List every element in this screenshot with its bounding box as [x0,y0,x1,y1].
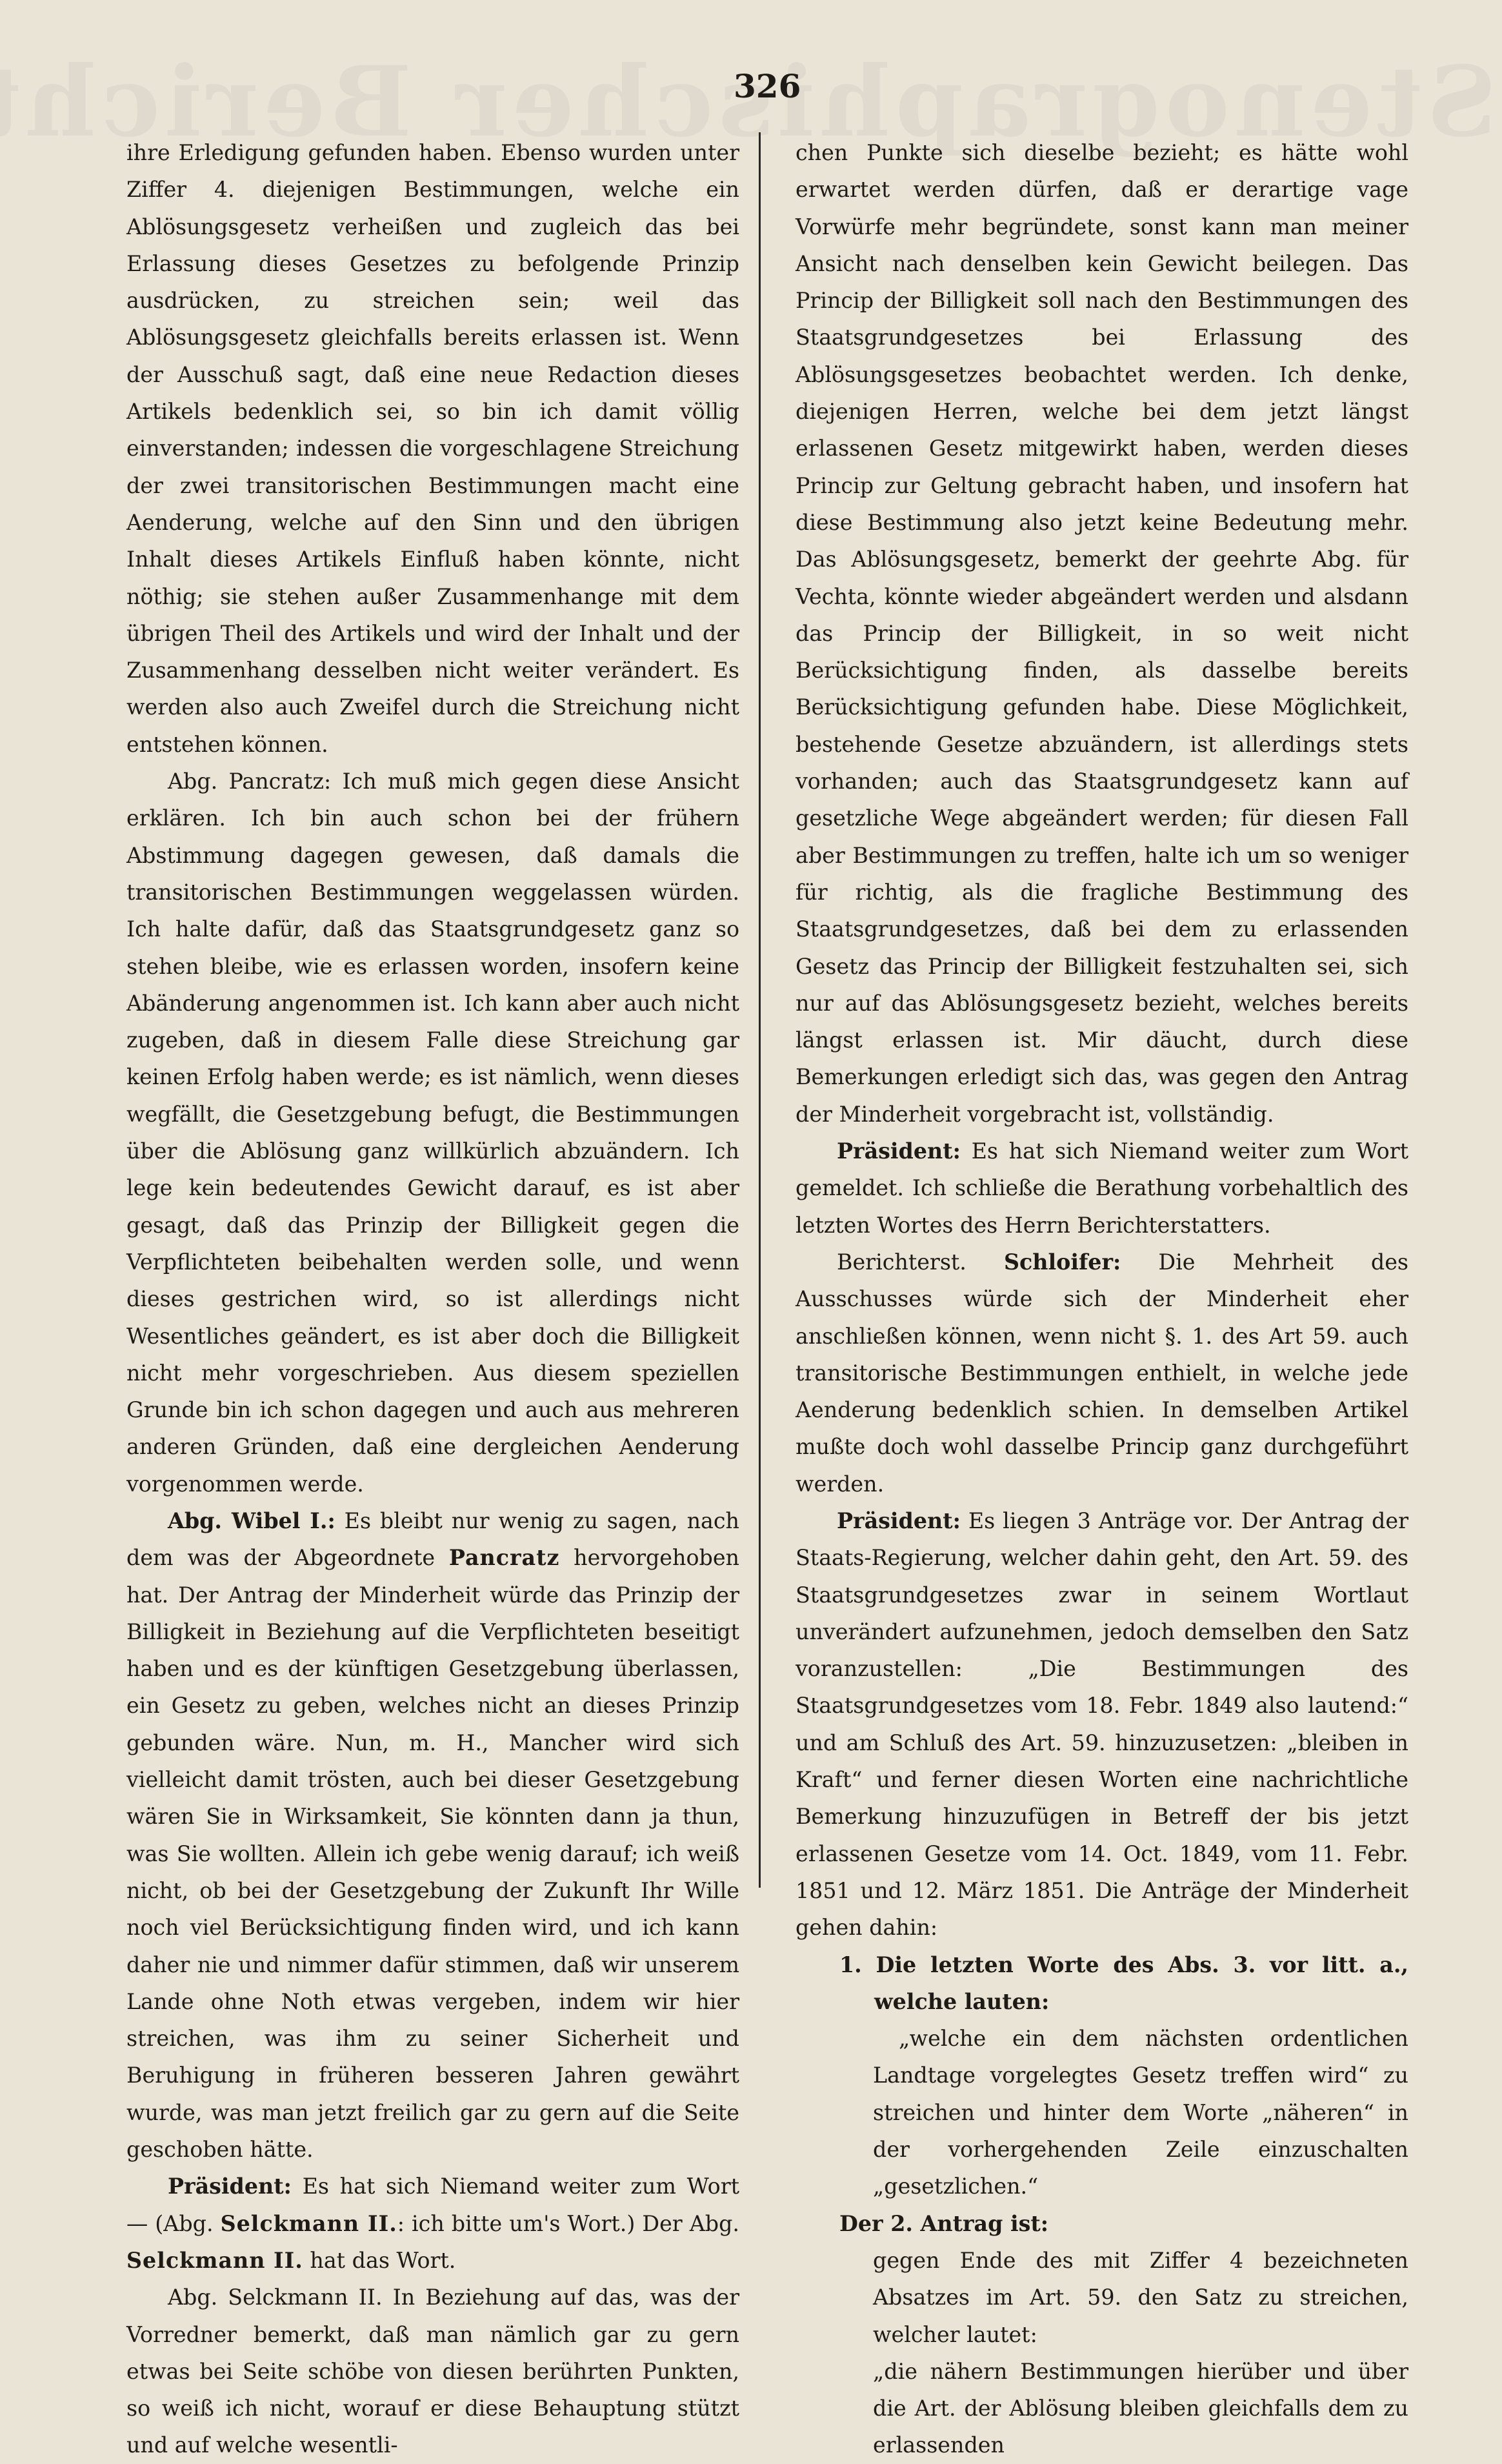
speech-wibel [126,1502,739,2168]
speech-text: Es bleibt nur wenig zu sagen, nach dem was der Abgeordnete [126,1508,739,1571]
speech-text: Es hat sich Niemand weiter zum Wort gemeldet. Ich schließe die Berathung vorbehaltlich des letzten Wortes des Herrn Berichterstatters. [796,1138,1408,1238]
speech-selckmann [126,2279,739,2463]
speech-president [126,2168,739,2279]
speech-text: : ich bitte um's Wort.) Der Abg. [397,2210,739,2236]
speaker-name-reference: Selckmann II. [220,2210,397,2236]
page-number: 326 [734,67,801,105]
speaker-label: Schloifer: [1003,1249,1121,1275]
speech-text: hat das Wort. [310,2247,456,2273]
speech-text: In Beziehung auf das, was der Vorredner bemerkt, daß man nämlich gar zu gern etwas bei Seite schöbe von diesen berührten Punkten, so weiß ich nicht, worauf er diese Behauptung stützt und auf welche wesentli- [126,2285,739,2458]
motion-item-1: 1. Die letzten Worte des Abs. 3. vor litt. a., welche lauten: [839,1952,1408,2014]
motion-item-2-text: gegen Ende des mit Ziffer 4 bezeichneten Absatzes im Art. 59. den Satz zu streichen, welcher lautet: [873,2247,1408,2347]
speech-pancratz [126,763,739,1502]
speech-text: Ich muß mich gegen diese Ansicht erklären. Ich bin auch schon bei der frühern Abstimmung dagegen gewesen, daß damals die transitorischen Bestimmungen weggelassen würden. Ich halte dafür, daß das Staatsgrundgesetz ganz so stehen bleibe, wie es erlassen worden, insofern keine Abänderung angenommen ist. Ich kann aber auch nicht zugeben, daß in diesem Falle diese Streichung gar keinen Erfolg haben werde; es ist nämlich, wenn dieses wegfällt, die Gesetzgebung befugt, die Bestimmungen über die Ablösung ganz willkürlich abzuändern. Ich lege kein bedeutendes Gewicht darauf, es ist aber gesagt, daß das Prinzip der Billigkeit gegen die Verpflichteten beibehalten werden solle, und wenn dieses gestrichen wird, so ist allerdings nicht Wesentliches geändert, es ist aber doch die Billigkeit nicht mehr vorgeschrieben. Aus diesem speziellen Grunde bin ich schon dagegen und auch aus mehreren anderen Gründen, daß eine dergleichen Aenderung vorgenommen werde. [126,769,740,1497]
speech-text: Es hat sich Niemand weiter zum Wort — (Abg. [126,2174,739,2236]
speech-text: Die Mehrheit des Ausschusses würde sich der Minderheit eher anschließen können, wenn nicht §. 1. des Art 59. auch transitorische Bestimmungen enthielt, in welche jede Aenderung bedenklich schien. In demselben Artikel mußte doch wohl dasselbe Princip ganz durchgeführt werden. [796,1249,1409,1497]
speaker-label: Abg. Wibel I.: [168,1508,335,1533]
speaker-label: Präsident: [837,1508,961,1533]
speaker-name-reference: Selckmann II. [126,2247,303,2273]
column-divider [759,132,761,1888]
motion-quote-2: „die nähern Bestimmungen hierüber und über die Art. der Ablösung bleiben gleichfalls dem zu erlassenden [873,2358,1408,2458]
speaker-title: Berichterst. [837,1249,966,1275]
paragraph [796,134,1408,1133]
speech-rapporteur [796,1244,1408,1502]
speaker-label: Abg. Pancratz: [168,769,332,794]
left-column [126,134,739,2464]
motion-item-2-label: Der 2. Antrag ist: [839,2210,1049,2236]
speech-president [796,1502,1408,1946]
speech-president [796,1133,1408,1244]
paragraph-text: chen Punkte sich dieselbe bezieht; es hätte wohl erwartet werden dürfen, daß er derartige vage Vorwürfe mehr begründete, sonst kann man meiner Ansicht nach denselben kein Gewicht beilegen. Das Princip der Billigkeit soll nach den Bestimmungen des Staatsgrundgesetzes bei Erlassung des Ablösungsgesetzes beobachtet werden. Ich denke, diejenigen Herren, welche bei dem jetzt längst erlassenen Gesetz mitgewirkt haben, werden dieses Princip zur Geltung gebracht haben, und insofern hat diese Bestimmung also jetzt keine Bedeutung mehr. Das Ablösungsgesetz, bemerkt der geehrte Abg. für Vechta, könnte wieder abgeändert werden und alsdann das Princip der Billigkeit, in so weit nicht Berücksichtigung finden, als dasselbe bereits Berücksichtigung gefunden habe. Diese Möglichkeit, bestehende Gesetze abzuändern, ist allerdings stets vorhanden; auch das Staatsgrundgesetz kann auf gesetzliche Wege abgeändert werden; für diesen Fall aber Bestimmungen zu treffen, halte ich um so weniger für richtig, als die fragliche Bestimmung des Staatsgrundgesetzes, daß bei dem zu erlassenden Gesetz das Princip der Billigkeit festzuhalten sei, sich nur auf das Ablösungsgesetz bezieht, welches bereits längst erlassen ist. Mir däucht, durch diese Bemerkungen erledigt sich das, was gegen den Antrag der Minderheit vorgebracht ist, vollständig. [796,140,1408,1127]
motion-quote-1: „welche ein dem nächsten ordentlichen Landtage vorgelegtes Gesetz treffen wird“ zu streichen und hinter dem Worte „näheren“ in der vorhergehenden Zeile einzuschalten „gesetzlichen.“ [873,2026,1408,2199]
speaker-name-reference: Pancratz [448,1545,560,1571]
paragraph-text: ihre Erledigung gefunden haben. Ebenso wurden unter Ziffer 4. diejenigen Bestimmungen, welche ein Ablösungsgesetz verheißen und zugleich das bei Erlassung dieses Gesetzes zu befolgende Prinzip ausdrücken, zu streichen sein; weil das Ablösungsgesetz gleichfalls bereits erlassen ist. Wenn der Ausschuß sagt, daß eine neue Redaction dieses Artikels bedenklich sei, so bin ich damit völlig einverstanden; indessen die vorgeschlagene Streichung der zwei transitorischen Bestimmungen macht eine Aenderung, welche auf den Sinn und den übrigen Inhalt dieses Artikels Einfluß haben könnte, nicht nöthig; sie stehen außer Zusammenhange mit dem übrigen Theil des Artikels und wird der Inhalt und der Zusammenhang desselben nicht weiter verändert. Es werden also auch Zweifel durch die Streichung nicht entstehen können. [126,140,739,757]
speech-text: Es liegen 3 Anträge vor. Der Antrag der Staats-Regierung, welcher dahin geht, den Art. 59. des Staatsgrundgesetzes zwar in seinem Wortlaut unverändert aufzunehmen, jedoch demselben den Satz voranzustellen: „Die Bestimmungen des Staatsgrundgesetzes vom 18. Febr. 1849 also lautend:“ und am Schluß des Art. 59. hinzuzusetzen: „bleiben in Kraft“ und ferner diesen Worten eine nachrichtliche Bemerkung hinzuzufügen in Betreff der bis jetzt erlassenen Gesetze vom 14. Oct. 1849, vom 11. Febr. 1851 und 12. März 1851. Die Anträge der Minderheit gehen dahin: [796,1508,1408,1941]
speaker-label: Abg. Selckmann II. [168,2285,383,2310]
speaker-label: Präsident: [837,1138,961,1164]
right-column [796,134,1408,2464]
speech-text: hervorgehoben hat. Der Antrag der Minderheit würde das Prinzip der Billigkeit in Beziehung auf die Verpflichteten beseitigt haben und es der künftigen Gesetzgebung überlassen, ein Gesetz zu geben, welches nicht an dieses Prinzip gebunden wäre. Nun, m. H., Mancher wird sich vielleicht damit trösten, auch bei dieser Gesetzgebung wären Sie in Wirksamkeit, Sie könnten dann ja thun, was Sie wollten. Allein ich gebe wenig darauf; ich weiß nicht, ob bei der Gesetzgebung der Zukunft Ihr Wille noch viel Berücksichtigung finden wird, und ich kann daher nie und nimmer dafür stimmen, daß wir unserem Lande ohne Noth etwas vergeben, indem wir hier streichen, was ihm zu seiner Sicherheit und Beruhigung in früheren besseren Jahren gewährt wurde, was man jetzt freilich gar zu gern auf die Seite geschoben hätte. [126,1545,739,2163]
speaker-label: Präsident: [168,2174,292,2199]
paragraph [126,134,739,763]
